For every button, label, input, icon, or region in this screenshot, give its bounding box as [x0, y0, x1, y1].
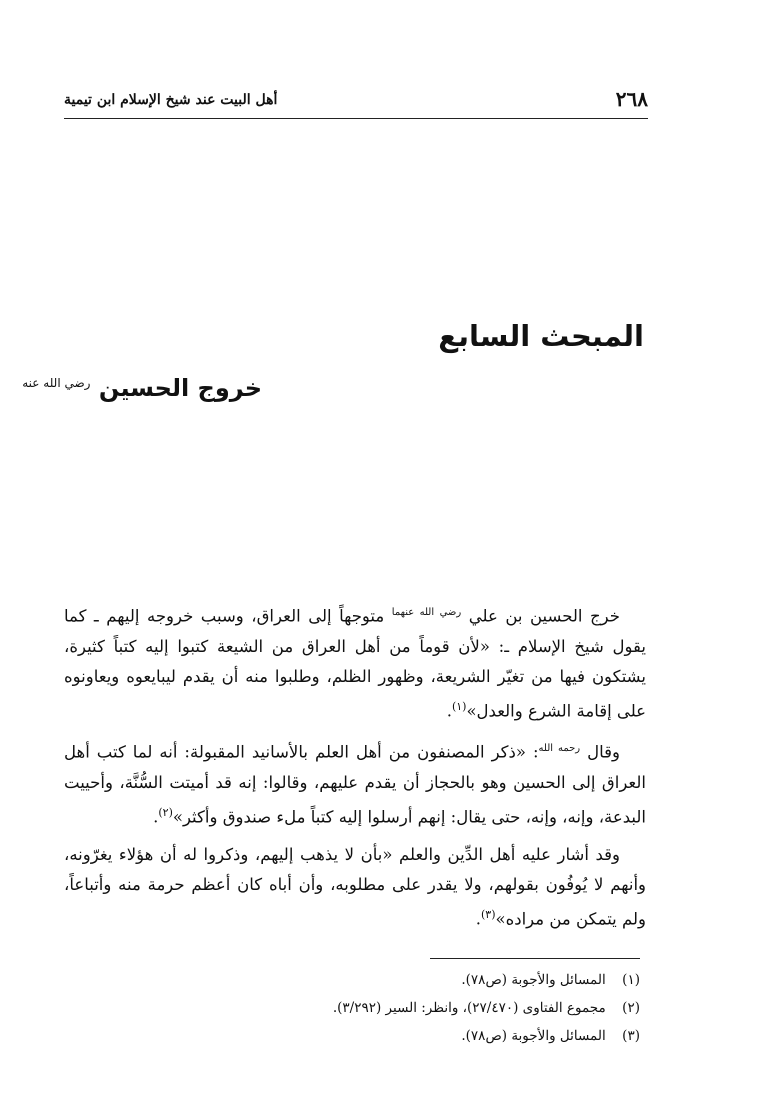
footnote-number: (٢): [622, 1000, 640, 1016]
paragraph-1-text: متوجهاً إلى العراق، وسبب خروجه إليهم ـ كما يقول شيخ الإسلام ـ: «لأن قوماً من أهل العراق من الشيعة كتبوا إليه كتباً كثيرة، يشتكون فيها من تغيّر الشريعة، وظهور الظلم، وطلبوا منه أن يقدم ليبايعوه ويعاونوه على إقامة الشرع والعدل»: [64, 606, 646, 720]
footnote-divider: [430, 958, 640, 959]
section-title: [22, 366, 262, 405]
book-title: أهل البيت عند شيخ الإسلام ابن تيمية: [64, 92, 278, 108]
footnote-ref-3[interactable]: (٣): [480, 908, 496, 921]
footnote-ref-2[interactable]: (٢): [158, 805, 173, 819]
footnotes: [80, 966, 640, 1050]
footnote-2: [80, 994, 640, 1022]
footnote-1: [80, 966, 640, 994]
footnote-text: المسائل والأجوبة (ص٧٨).: [461, 1028, 606, 1044]
page-number: ٢٦٨: [615, 87, 648, 111]
paragraph-3: وقد أشار عليه أهل الدِّين والعلم «بأن لا يذهب إليهم، وذكروا له أن هؤلاء يغرّونه، وأنهم لا يُوفُون بقولهم، ولا يقدر على مطلوبه، وأن أباه كان أعظم حرمة منه وأتباعاً، ولم يتمكن من مراده»$^{(٣)}$.: [64, 845, 646, 929]
chapter-heading: المبحث السابع: [438, 319, 644, 353]
honorific-inline: رحمه الله: [538, 743, 581, 754]
footnote-number: (١): [622, 972, 640, 988]
header-divider: [64, 118, 648, 119]
footnote-text: مجموع الفتاوى (٢٧/٤٧٠)، وانظر: السير (٣/٢٩٢).: [332, 1000, 606, 1016]
footnote-text: المسائل والأجوبة (ص٧٨).: [461, 972, 606, 988]
paragraph-3-text: وقد أشار عليه أهل الدِّين والعلم «بأن لا يذهب إليهم، وذكروا له أن هؤلاء يغرّونه، وأنهم لا يُوفُون بقولهم، ولا يقدر على مطلوبه، وأن أباه كان أعظم حرمة منه وأتباعاً، ولم يتمكن من مراده»: [64, 845, 646, 929]
main-text: [64, 598, 646, 943]
footnote-number: (٣): [622, 1028, 640, 1044]
running-header: [64, 88, 648, 110]
paragraph-1: خرج الحسين بن علي $^{رضي الله عنهما}$ متوجهاً إلى العراق، وسبب خروجه إليهم ـ كما يقول شيخ الإسلام ـ: «لأن قوماً من أهل العراق من الشيعة كتبوا إليه كتباً كثيرة، يشتكون فيها من تغيّر الشريعة، وظهور الظلم، وطلبوا منه أن يقدم ليبايعوه ويعاونوه على إقامة الشرع والعدل»$^{(١)}$.: [64, 606, 646, 720]
section-title-text: خروج الحسين: [98, 374, 262, 402]
honorific-inline: رضي الله عنهما: [391, 607, 462, 618]
paragraph-1-start: خرج الحسين بن علي: [468, 606, 620, 626]
paragraph-2-start: وقال: [587, 742, 620, 762]
footnote-3: [80, 1022, 640, 1050]
paragraph-2-text: : «ذكر المصنفون من أهل العلم بالأسانيد المقبولة: أنه لما كتب أهل العراق إلى الحسين وهو بالحجاز أن يقدم عليهم، وقالوا: إنه قد أميتت السُّنَّة، وأحييت البدعة، وإنه، وإنه، حتى يقال: إنهم أرسلوا إليه كتباً ملء صندوق وأكثر»: [64, 742, 646, 826]
footnote-ref-1[interactable]: (١): [451, 699, 467, 713]
honorific-glyph: رضي الله عنه: [22, 376, 91, 390]
paragraph-2: وقال $^{رحمه الله}$: «ذكر المصنفون من أهل العلم بالأسانيد المقبولة: أنه لما كتب أهل العراق إلى الحسين وهو بالحجاز أن يقدم عليهم، وقالوا: إنه قد أميتت السُّنَّة، وأحييت البدعة، وإنه، وإنه، حتى يقال: إنهم أرسلوا إليه كتباً ملء صندوق وأكثر»$^{(٢)}$.: [64, 742, 646, 826]
